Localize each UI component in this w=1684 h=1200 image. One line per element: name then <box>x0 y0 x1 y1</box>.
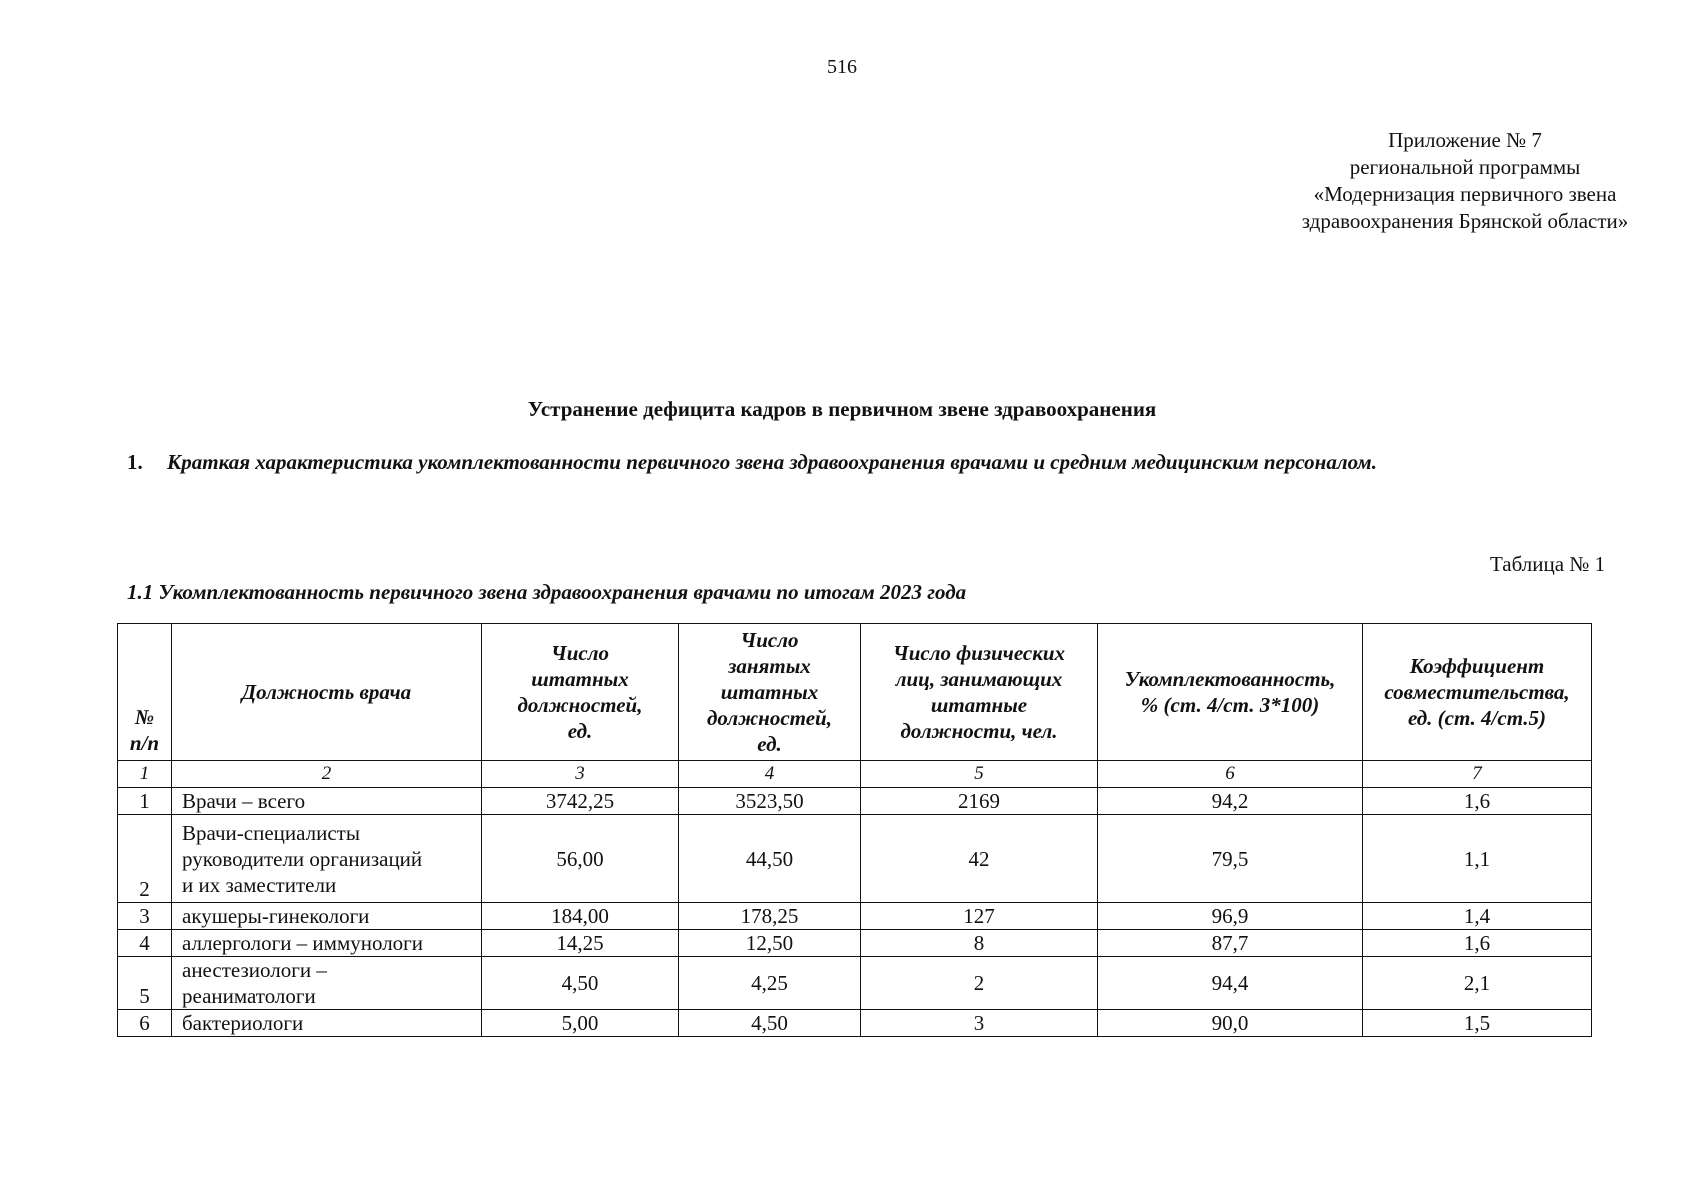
staff-positions: 5,00 <box>482 1010 679 1037</box>
table-row <box>118 788 1592 815</box>
occupied-positions: 4,50 <box>679 1010 861 1037</box>
appendix-line: здравоохранения Брянской области» <box>1301 209 1629 233</box>
table-row <box>118 903 1592 930</box>
position-name: аллергологи – иммунологи <box>172 930 482 957</box>
physical-persons: 2169 <box>861 788 1098 815</box>
occupied-positions: 178,25 <box>679 903 861 930</box>
document-title: Устранение дефицита кадров в первичном звене здравоохранения <box>527 397 1157 421</box>
staff-positions: 56,00 <box>482 815 679 903</box>
physical-persons: 2 <box>861 957 1098 1010</box>
header-cell: Число физических лиц, занимающих штатные должности, чел. <box>861 624 1098 761</box>
staff-positions: 3742,25 <box>482 788 679 815</box>
staff-positions: 184,00 <box>482 903 679 930</box>
table-caption: 1.1 Укомплектованность первичного звена здравоохранения врачами по итогам 2023 года <box>127 580 967 604</box>
row-number: 5 <box>118 957 172 1010</box>
combination-ratio: 1,6 <box>1363 788 1592 815</box>
table-label: Таблица № 1 <box>1490 552 1606 576</box>
row-number: 3 <box>118 903 172 930</box>
physical-persons: 3 <box>861 1010 1098 1037</box>
appendix-line: региональной программы <box>1349 155 1581 179</box>
occupied-positions: 4,25 <box>679 957 861 1010</box>
physical-persons: 42 <box>861 815 1098 903</box>
combination-ratio: 1,5 <box>1363 1010 1592 1037</box>
header-cell: Коэффициент совместительства, ед. (ст. 4/ст.5) <box>1363 624 1592 761</box>
table-row <box>118 815 1592 903</box>
combination-ratio: 1,6 <box>1363 930 1592 957</box>
row-number: 2 <box>118 815 172 903</box>
staffing-percent: 87,7 <box>1098 930 1363 957</box>
staffing-percent: 94,4 <box>1098 957 1363 1010</box>
column-number: 4 <box>679 761 861 788</box>
physical-persons: 127 <box>861 903 1098 930</box>
staffing-percent: 94,2 <box>1098 788 1363 815</box>
page-number: 516 <box>827 56 857 78</box>
physical-persons: 8 <box>861 930 1098 957</box>
section-text: Краткая характеристика укомплектованности первичного звена здравоохранения врачами и средним медицинским персоналом. <box>167 450 1377 474</box>
section-heading <box>127 450 1377 475</box>
occupied-positions: 12,50 <box>679 930 861 957</box>
position-name: Врачи – всего <box>172 788 482 815</box>
row-number: 6 <box>118 1010 172 1037</box>
row-number: 1 <box>118 788 172 815</box>
column-number: 7 <box>1363 761 1592 788</box>
combination-ratio: 2,1 <box>1363 957 1592 1010</box>
header-cell: Число занятых штатных должностей, ед. <box>679 624 861 761</box>
position-name: бактериологи <box>172 1010 482 1037</box>
column-number: 2 <box>172 761 482 788</box>
combination-ratio: 1,4 <box>1363 903 1592 930</box>
staff-positions: 14,25 <box>482 930 679 957</box>
occupied-positions: 3523,50 <box>679 788 861 815</box>
occupied-positions: 44,50 <box>679 815 861 903</box>
header-cell: Должность врача <box>172 624 482 761</box>
row-number: 4 <box>118 930 172 957</box>
appendix-line: «Модернизация первичного звена <box>1313 182 1617 206</box>
table-header-row <box>118 624 1592 761</box>
column-number: 1 <box>118 761 172 788</box>
position-name: акушеры-гинекологи <box>172 903 482 930</box>
staffing-percent: 96,9 <box>1098 903 1363 930</box>
table-row <box>118 957 1592 1010</box>
combination-ratio: 1,1 <box>1363 815 1592 903</box>
position-name: Врачи-специалисты руководители организаций и их заместители <box>172 815 482 903</box>
table-row <box>118 930 1592 957</box>
position-name: анестезиологи – реаниматологи <box>172 957 482 1010</box>
staff-positions: 4,50 <box>482 957 679 1010</box>
column-number: 6 <box>1098 761 1363 788</box>
appendix-line: Приложение № 7 <box>1388 128 1542 152</box>
appendix-block <box>1210 127 1684 235</box>
header-cell: Укомплектованность, % (ст. 4/ст. 3*100) <box>1098 624 1363 761</box>
column-number-row <box>118 761 1592 788</box>
column-number: 3 <box>482 761 679 788</box>
staffing-percent: 90,0 <box>1098 1010 1363 1037</box>
section-number: 1. <box>127 450 143 474</box>
staffing-percent: 79,5 <box>1098 815 1363 903</box>
staffing-table <box>117 623 1592 1037</box>
column-number: 5 <box>861 761 1098 788</box>
header-cell: Число штатных должностей, ед. <box>482 624 679 761</box>
table-row <box>118 1010 1592 1037</box>
header-cell: № п/п <box>118 624 172 761</box>
